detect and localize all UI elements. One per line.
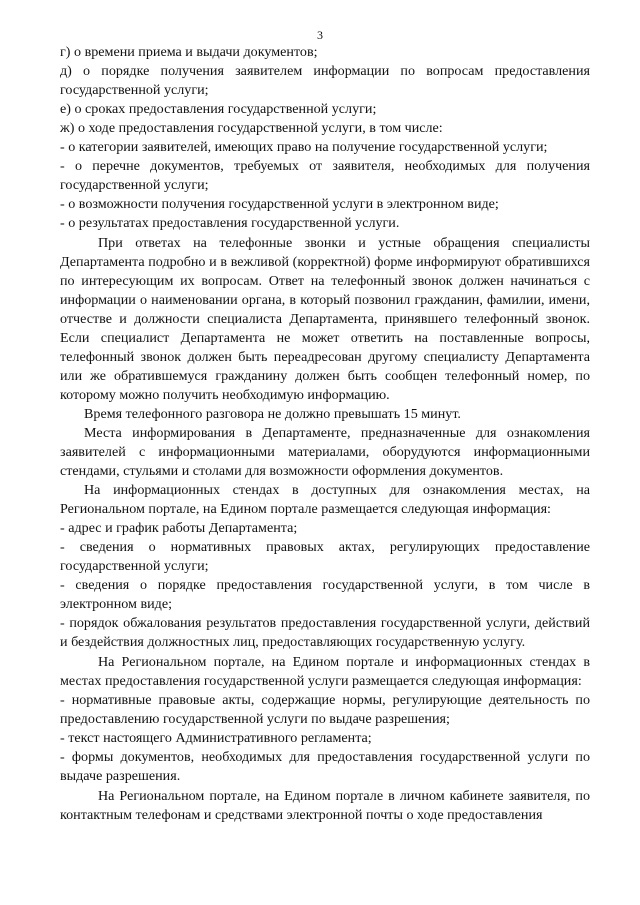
dash-item-address-schedule: - адрес и график работы Департамента; — [60, 520, 298, 536]
paragraph-call-duration: Время телефонного разговора не должно превышать 15 минут. — [84, 406, 461, 422]
list-item-d: д) о порядке получения заявителем информации по вопросам предоставления государственной услуги; — [60, 63, 590, 98]
paragraph-personal-cabinet: На Региональном портале, на Едином портале в личном кабинете заявителя, по контактным телефонам и средствами электронной почты о ходе предоставления — [60, 788, 590, 823]
paragraph-info-stands: На информационных стендах в доступных для ознакомления местах, на Региональном портале, на Едином портале размещается следующая информация: — [60, 482, 590, 517]
dash-item-applicant-categories: - о категории заявителей, имеющих право на получение государственной услуги; — [60, 139, 548, 155]
list-item-zh: ж) о ходе предоставления государственной услуги, в том числе: — [60, 120, 443, 136]
paragraph-portals-stands: На Региональном портале, на Едином портале и информационных стендах в местах предоставления государственной услуги размещается следующая информация: — [60, 654, 590, 689]
list-item-e: е) о сроках предоставления государственной услуги; — [60, 101, 377, 117]
dash-item-normative-acts: - нормативные правовые акты, содержащие нормы, регулирующие деятельность по предоставлению государственной услуги по выдаче разрешения; — [60, 692, 590, 727]
dash-item-documents-list: - о перечне документов, требуемых от заявителя, необходимых для получения государственной услуги; — [60, 158, 590, 193]
dash-item-procedure: - сведения о порядке предоставления государственной услуги, в том числе в электронном виде; — [60, 577, 590, 612]
dash-item-results: - о результатах предоставления государственной услуги. — [60, 215, 400, 231]
body-text — [60, 43, 590, 825]
paragraph-phone-calls: При ответах на телефонные звонки и устные обращения специалисты Департамента подробно и в вежливой (корректной) форме информируют обратившихся по интересующим их вопросам. Ответ на телефонный звонок должен начинаться с информации о наименовании органа, в который позвонил гражданин, фамилии, имени, отчестве и должности специалиста Департамента, принявшего телефонный звонок. Если специалист Департамента не может ответить на поставленные вопросы, телефонный звонок должен быть переадресован другому специалисту Департамента или же обратившемуся гражданину должен быть сообщен телефонный номер, по которому можно получить необходимую информацию. — [60, 235, 590, 403]
dash-item-electronic-option: - о возможности получения государственной услуги в электронном виде; — [60, 196, 499, 212]
dash-item-legal-acts: - сведения о нормативных правовых актах, регулирующих предоставление государственной услуги; — [60, 539, 590, 574]
dash-item-document-forms: - формы документов, необходимых для предоставления государственной услуги по выдаче разрешения. — [60, 749, 590, 784]
dash-item-regulation-text: - текст настоящего Административного регламента; — [60, 730, 372, 746]
dash-item-appeal: - порядок обжалования результатов предоставления государственной услуги, действий и бездействия должностных лиц, предоставляющих государственную услугу. — [60, 615, 590, 650]
page-number: 3 — [317, 28, 323, 42]
paragraph-info-places: Места информирования в Департаменте, предназначенные для ознакомления заявителей с информационными материалами, оборудуются информационными стендами, стульями и столами для возможности оформления документов. — [60, 425, 590, 479]
list-item-g: г) о времени приема и выдачи документов; — [60, 44, 318, 60]
